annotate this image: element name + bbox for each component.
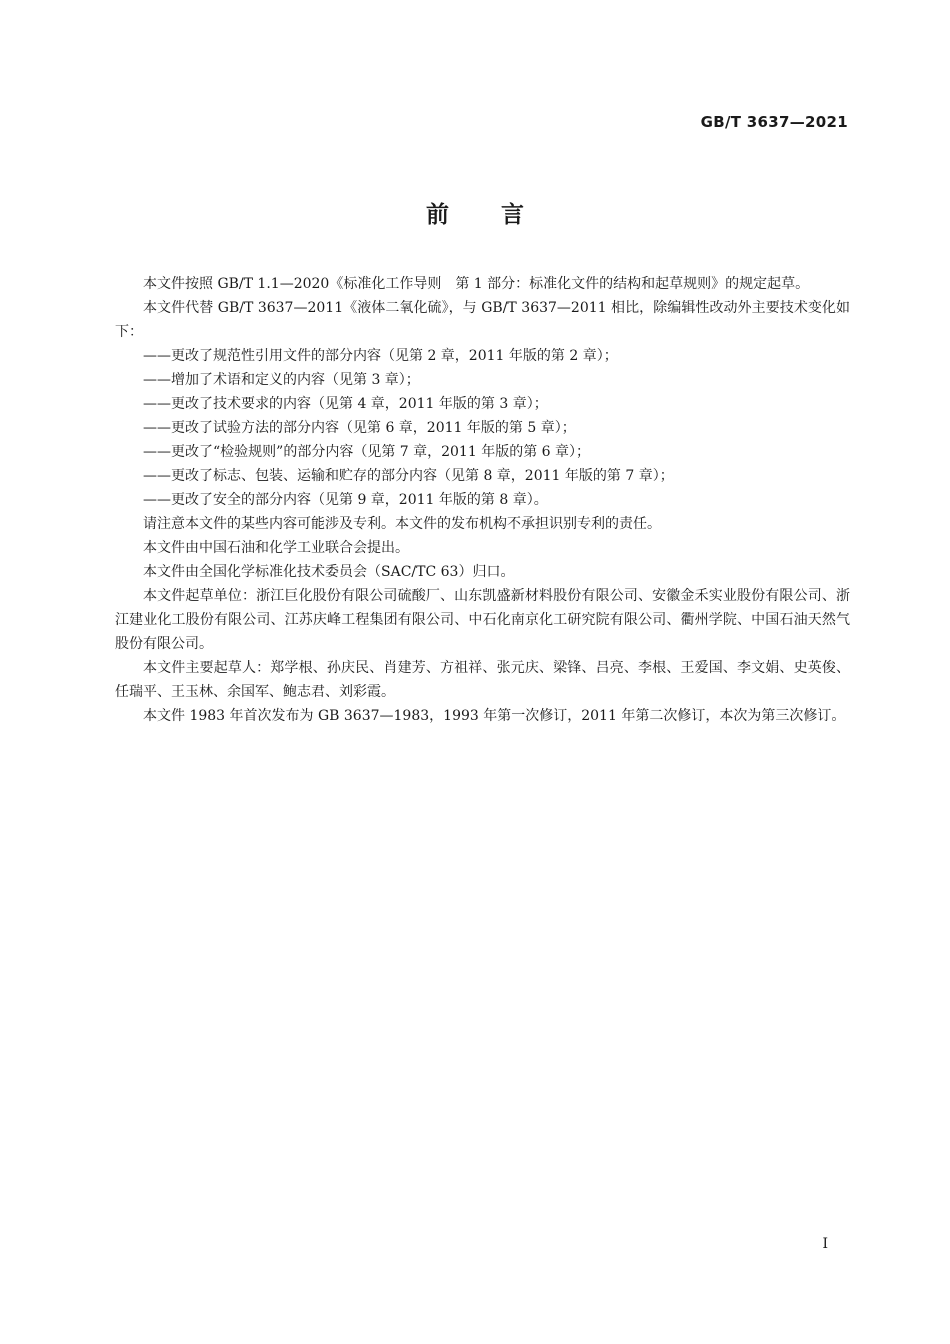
foreword-body <box>115 272 850 728</box>
paragraph-replaces: 本文件代替 GB/T 3637—2011《液体二氧化硫》，与 GB/T 3637—2011 相比，除编辑性改动外主要技术变化如下： <box>115 300 850 340</box>
paragraph-drafters: 本文件主要起草人：郑学根、孙庆民、肖建芳、方祖祥、张元庆、梁锋、吕亮、李根、王爱国、李文娟、史英俊、任瑞平、王玉林、余国军、鲍志君、刘彩霞。 <box>115 660 850 700</box>
paragraph-drafting-organizations: 本文件起草单位：浙江巨化股份有限公司硫酸厂、山东凯盛新材料股份有限公司、安徽金禾实业股份有限公司、浙江建业化工股份有限公司、江苏庆峰工程集团有限公司、中石化南京化工研究院有限公司、衢州学院、中国石油天然气股份有限公司。 <box>115 588 850 652</box>
change-item: ——更改了安全的部分内容（见第 9 章，2011 年版的第 8 章）。 <box>143 492 548 508</box>
paragraph-administered-by: 本文件由全国化学标准化技术委员会（SAC/TC 63）归口。 <box>143 564 515 580</box>
paragraph-patent-notice: 请注意本文件的某些内容可能涉及专利。本文件的发布机构不承担识别专利的责任。 <box>143 516 661 532</box>
change-item: ——增加了术语和定义的内容（见第 3 章）； <box>143 372 420 388</box>
standard-number: GB/T 3637—2021 <box>700 113 848 131</box>
change-item: ——更改了标志、包装、运输和贮存的部分内容（见第 8 章，2011 年版的第 7 章）； <box>143 468 674 484</box>
change-item: ——更改了技术要求的内容（见第 4 章，2011 年版的第 3 章）； <box>143 396 548 412</box>
page-number: I <box>822 1236 828 1252</box>
paragraph-proposed-by: 本文件由中国石油和化学工业联合会提出。 <box>143 540 409 556</box>
paragraph-history: 本文件 1983 年首次发布为 GB 3637—1983，1993 年第一次修订，2011 年第二次修订，本次为第三次修订。 <box>143 708 846 724</box>
change-item: ——更改了试验方法的部分内容（见第 6 章，2011 年版的第 5 章）； <box>143 420 576 436</box>
paragraph-drafting-rules: 本文件按照 GB/T 1.1—2020《标准化工作导则 第 1 部分：标准化文件的结构和起草规则》的规定起草。 <box>143 276 810 292</box>
change-item: ——更改了“检验规则”的部分内容（见第 7 章，2011 年版的第 6 章）； <box>143 444 591 460</box>
page-title: 前言 <box>426 202 576 228</box>
change-item: ——更改了规范性引用文件的部分内容（见第 2 章，2011 年版的第 2 章）； <box>143 348 618 364</box>
